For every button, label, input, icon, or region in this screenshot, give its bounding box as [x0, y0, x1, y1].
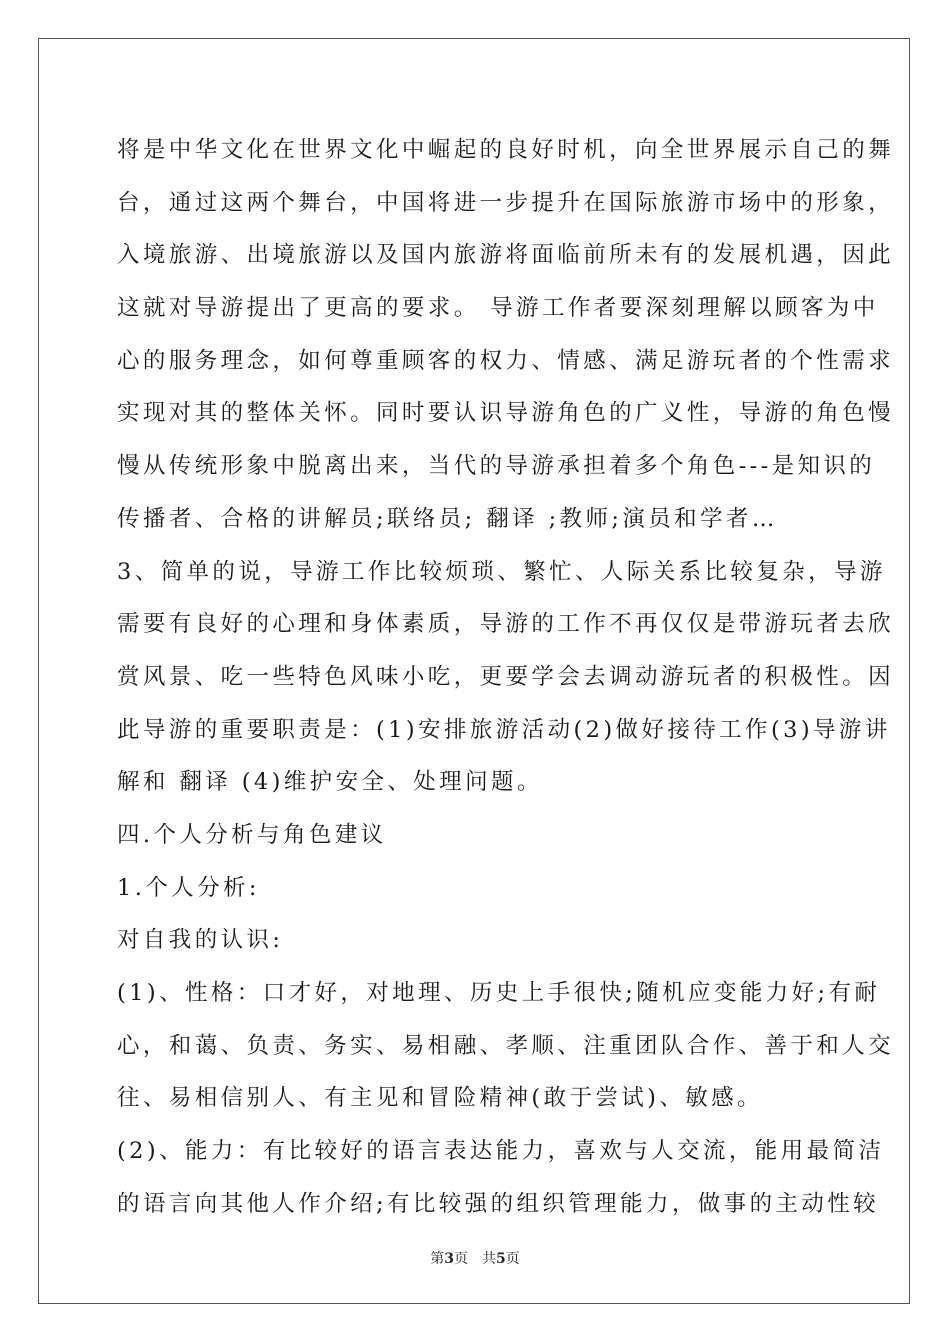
- total-pages-number: 5: [496, 1251, 506, 1267]
- text-line-6: 实现对其的整体关怀。同时要认识导游角色的广义性，导游的角色慢: [117, 400, 895, 427]
- text-line-8: 传播者、合格的讲解员;联络员; 翻译 ;教师;演员和学者…: [117, 505, 778, 532]
- text-line-4: 这就对导游提出了更高的要求。 导游工作者要深刻理解以顾客为中: [117, 295, 879, 322]
- document-body: [117, 128, 895, 1234]
- page-footer: [0, 1248, 950, 1268]
- current-page-number: 3: [444, 1251, 454, 1267]
- text-line-11: 赏风景、吃一些特色风味小吃，更要学会去调动游玩者的积极性。因: [117, 663, 895, 690]
- text-line-17: (1)、性格：口才好，对地理、历史上手很快;随机应变能力好;有耐: [117, 980, 881, 1006]
- text-line-1: 将是中华文化在世界文化中崛起的良好时机，向全世界展示自己的舞: [117, 137, 895, 163]
- text-line-3: 入境旅游、出境旅游以及国内旅游将面临前所未有的发展机遇，因此: [117, 242, 895, 269]
- text-line-2: 台，通过这两个舞台，中国将进一步提升在国际旅游市场中的形象，: [117, 189, 895, 216]
- text-line-19: 往、易相信别人、有主见和冒险精神(敢于尝试)、敏感。: [117, 1085, 763, 1112]
- page-mid: 页 共: [454, 1251, 496, 1267]
- section-heading: 四.个人分析与角色建议: [117, 821, 387, 848]
- page-prefix: 第: [430, 1251, 445, 1267]
- page-suffix: 页: [505, 1251, 520, 1267]
- text-line-16: 对自我的认识:: [117, 927, 284, 954]
- text-line-20: (2)、能力：有比较好的语言表达能力，喜欢与人交流，能用最简洁: [117, 1138, 885, 1165]
- subsection-heading: 1.个人分析:: [117, 874, 260, 901]
- text-line-5: 心的服务理念，如何尊重顾客的权力、情感、满足游玩者的个性需求: [117, 347, 895, 374]
- text-line-13: 解和 翻译 (4)维护安全、处理问题。: [117, 769, 543, 796]
- text-line-7: 慢从传统形象中脱离出来，当代的导游承担着多个角色---是知识的: [117, 453, 876, 480]
- text-line-10: 需要有良好的心理和身体素质，导游的工作不再仅仅是带游玩者去欣: [117, 611, 895, 638]
- text-line-9: 3、简单的说，导游工作比较烦琐、繁忙、人际关系比较复杂，导游: [117, 558, 886, 585]
- text-line-21: 的语言向其他人作介绍;有比较强的组织管理能力，做事的主动性较: [117, 1190, 880, 1217]
- text-line-12: 此导游的重要职责是：(1)安排旅游活动(2)做好接待工作(3)导游讲: [117, 716, 891, 743]
- text-line-18: 心，和蔼、负责、务实、易相融、孝顺、注重团队合作、善于和人交: [117, 1032, 895, 1059]
